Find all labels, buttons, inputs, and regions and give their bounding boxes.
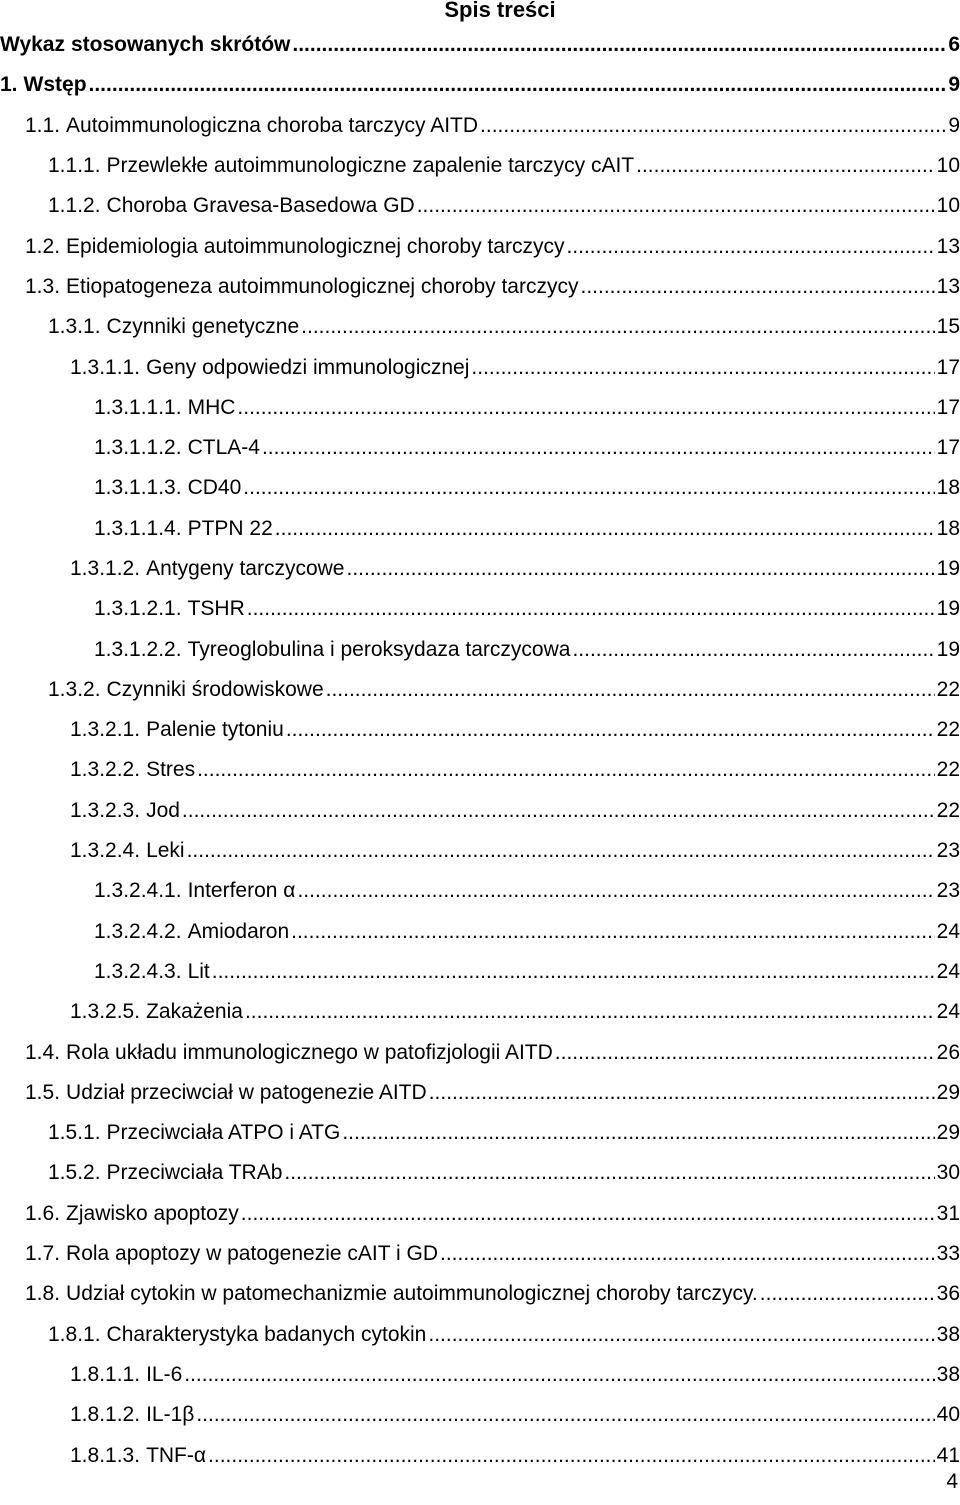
toc-entry[interactable] <box>0 65 960 105</box>
toc-entry[interactable] <box>0 146 960 186</box>
toc-entry-number: 1.8. <box>25 1282 61 1306</box>
toc-dot-leader <box>197 758 935 782</box>
toc-entry-label: Rola układu immunologicznego w patofizjologii AITD <box>66 1040 553 1064</box>
toc-dot-leader <box>580 275 934 299</box>
toc-dot-leader <box>566 235 934 259</box>
toc-entry-page: 36 <box>936 1282 960 1306</box>
toc-entry-number: 1.2. <box>25 234 61 258</box>
toc-entry-page: 22 <box>936 798 960 822</box>
toc-entry-label: MHC <box>187 395 236 419</box>
toc-dot-leader <box>417 194 935 218</box>
toc-dot-leader <box>243 476 934 500</box>
toc-entry-number: 1.3.1.1.2. <box>94 436 182 460</box>
toc-entry[interactable] <box>0 307 960 347</box>
toc-entry-number: 1.3.1.2. <box>70 557 141 580</box>
toc-entry[interactable] <box>0 1153 960 1193</box>
toc-entry-number: 1.3.2.4. <box>70 839 141 863</box>
toc-entry-number: 1.3.2.4.3. <box>94 959 182 983</box>
toc-dot-leader <box>297 879 934 903</box>
toc-entry-number: 1.3.2.2. <box>70 758 141 782</box>
toc-entry-number: 1.5. <box>25 1080 61 1104</box>
toc-entry-page: 31 <box>936 1201 960 1225</box>
toc-entry-page: 23 <box>936 879 960 903</box>
toc-entry-number: 1.4. <box>25 1040 61 1064</box>
toc-entry-label: CD40 <box>187 476 242 500</box>
toc-entry-number: 1.3.1.1.4. <box>94 516 182 540</box>
toc-dot-leader <box>347 557 935 581</box>
toc-entry-number: 1.3.1.1.1. <box>94 395 182 419</box>
toc-dot-leader <box>326 678 935 702</box>
toc-entry-page: 29 <box>936 1080 960 1104</box>
toc-entry[interactable] <box>0 1032 960 1072</box>
toc-entry-page: 18 <box>936 516 960 540</box>
toc-entry-page: 33 <box>936 1242 960 1266</box>
toc-dot-leader <box>196 1403 934 1427</box>
toc-entry-label: Udział przeciwciał w patogenezie AITD <box>66 1080 427 1104</box>
toc-entry-label: TNF-α <box>146 1443 207 1467</box>
toc-entry[interactable] <box>0 871 960 911</box>
toc-entry-page: 30 <box>936 1161 960 1185</box>
toc-entry-label: Tyreoglobulina i peroksydaza tarczycowa <box>187 637 571 661</box>
toc-dot-leader <box>480 114 946 138</box>
toc-entry[interactable] <box>0 25 960 65</box>
toc-entry-page: 10 <box>936 154 960 178</box>
toc-dot-leader <box>291 920 935 944</box>
toc-entry-page: 29 <box>936 1121 960 1145</box>
toc-entry-page: 41 <box>936 1443 960 1467</box>
toc-entry-number: 1.5.2. <box>48 1161 101 1185</box>
toc-entry-page: 18 <box>936 476 960 500</box>
toc-entry-number: 1. <box>0 73 18 97</box>
toc-entry-label: Lit <box>187 959 210 983</box>
toc-entry[interactable] <box>0 509 960 549</box>
toc-entry[interactable] <box>0 1234 960 1274</box>
toc-dot-leader <box>301 315 934 339</box>
toc-title: Spis treści <box>444 0 556 22</box>
toc-entry-label: Jod <box>146 798 180 822</box>
toc-entry-label: IL-6 <box>146 1362 183 1386</box>
toc-entry-label: Wstęp <box>23 73 87 97</box>
toc-dot-leader <box>212 960 935 984</box>
toc-entry-number: 1.8.1.2. <box>70 1403 141 1427</box>
toc-entry-page: 22 <box>936 718 960 742</box>
toc-entry-number: 1.8.1.3. <box>70 1443 141 1467</box>
toc-entry-page: 24 <box>936 919 960 943</box>
toc-entry-page: 22 <box>936 677 960 701</box>
toc-entry[interactable] <box>0 226 960 266</box>
toc-entry[interactable] <box>0 912 960 952</box>
toc-entry-label: IL-1β <box>146 1403 195 1427</box>
toc-entry[interactable] <box>0 629 960 669</box>
toc-entry-label: Autoimmunologiczna choroba tarczycy AITD <box>66 113 479 137</box>
toc-entry[interactable] <box>0 347 960 387</box>
toc-entry-number: 1.3.1.1.3. <box>94 476 182 500</box>
toc-entry[interactable] <box>0 1274 960 1314</box>
toc-entry-page: 22 <box>936 758 960 782</box>
toc-dot-leader <box>572 638 934 662</box>
toc-entry-number: 1.1.2. <box>48 194 101 218</box>
toc-entry-number: 1.3.2.4.1. <box>94 879 182 903</box>
toc-entry-number: 1.3.2.1. <box>70 718 141 742</box>
toc-entry-number: 1.6. <box>25 1201 61 1225</box>
toc-dot-leader <box>292 33 946 57</box>
toc-entry-page: 6 <box>948 33 960 57</box>
toc-entry-label: Epidemiologia autoimmunologicznej choroby tarczycy <box>66 234 565 258</box>
toc-dot-leader <box>636 154 935 178</box>
toc-entry-label: Charakterystyka badanych cytokin <box>106 1322 427 1346</box>
toc-entry-page: 13 <box>936 274 960 298</box>
toc-entry-label: Przewlekłe autoimmunologiczne zapalenie tarczycy cAIT <box>106 154 635 178</box>
toc-entry-label: Udział cytokin w patomechanizmie autoimmunologicznej choroby tarczycy. <box>66 1282 758 1306</box>
toc-entry-label: Przeciwciała TRAb <box>106 1161 283 1185</box>
toc-dot-leader <box>262 436 935 460</box>
toc-dot-leader <box>275 517 935 541</box>
toc-entry-page: 23 <box>936 839 960 863</box>
toc-entry-page: 26 <box>936 1040 960 1064</box>
toc-entry-page: 19 <box>936 597 960 621</box>
toc-dot-leader <box>428 1323 934 1347</box>
toc-entry-label: stosowanych skrótów <box>70 33 291 57</box>
toc-entry-page: 38 <box>936 1362 960 1386</box>
toc-entry-label: Choroba Gravesa-Basedowa GD <box>106 194 415 218</box>
toc-entry-label: Stres <box>146 758 196 782</box>
toc-entry-number: 1.3.1. <box>48 315 101 339</box>
toc-entry[interactable] <box>0 106 960 146</box>
toc-dot-leader <box>471 356 934 380</box>
toc-entry[interactable] <box>0 791 960 831</box>
toc-entry[interactable] <box>0 549 960 589</box>
toc-entry-number: 1.3.2.3. <box>70 798 141 822</box>
toc-entry-label: Antygeny tarczycowe <box>146 557 345 580</box>
toc-entry-number: 1.5.1. <box>48 1121 101 1145</box>
toc-entry[interactable] <box>0 831 960 871</box>
toc-entry-label: Przeciwciała ATPO i ATG <box>106 1121 341 1145</box>
toc-entry-label: Czynniki środowiskowe <box>106 677 324 701</box>
toc-dot-leader <box>245 1000 935 1024</box>
toc-dot-leader <box>440 1242 935 1266</box>
toc-entry-number: 1.3. <box>25 274 61 298</box>
toc-entry[interactable] <box>0 710 960 750</box>
toc-entry[interactable] <box>0 1395 960 1435</box>
toc-entry-label: Geny odpowiedzi immunologicznej <box>146 355 470 379</box>
toc-entry[interactable] <box>0 1435 960 1475</box>
toc-entry-page: 17 <box>936 436 960 460</box>
toc-entry-label: Leki <box>146 839 185 863</box>
toc-entry-number: 1.8.1.1. <box>70 1362 141 1386</box>
toc-entry-number: 1.8.1. <box>48 1322 101 1346</box>
toc-entry-number: 1.3.2.4.2. <box>94 919 182 943</box>
toc-entry-label: Rola apoptozy w patogenezie cAIT i GD <box>66 1242 439 1266</box>
toc-entry-number: 1.3.1.2.1. <box>94 597 182 621</box>
toc-entry[interactable] <box>0 267 960 307</box>
page-number: 4 <box>946 1470 958 1493</box>
toc-entry-number: 1.3.2. <box>48 677 101 701</box>
toc-entry-page: 9 <box>948 73 960 97</box>
toc-entry[interactable] <box>0 1355 960 1395</box>
toc-entry-page: 38 <box>936 1322 960 1346</box>
toc-entry[interactable] <box>0 952 960 992</box>
toc-entry[interactable] <box>0 589 960 629</box>
toc-entry-number: 1.1. <box>25 113 61 137</box>
toc-dot-leader <box>284 1161 934 1185</box>
toc-entry-page: 19 <box>936 637 960 661</box>
toc-entry-page: 40 <box>936 1403 960 1427</box>
toc-entry[interactable] <box>0 468 960 508</box>
toc-entry-label: Interferon α <box>187 879 296 903</box>
toc-entry[interactable] <box>0 428 960 468</box>
toc-dot-leader <box>555 1041 935 1065</box>
toc-dot-leader <box>342 1121 934 1145</box>
toc-entry-number: 1.1.1. <box>48 154 101 178</box>
toc-entry[interactable] <box>0 750 960 790</box>
toc-entry-page: 10 <box>936 194 960 218</box>
toc-entry-label: PTPN 22 <box>187 516 273 540</box>
toc-entry-label: CTLA-4 <box>187 436 260 460</box>
toc-entry-label: Czynniki genetyczne <box>106 315 300 339</box>
toc-dot-leader <box>241 1202 935 1226</box>
toc-entry-number: 1.7. <box>25 1242 61 1266</box>
toc-entry[interactable] <box>0 670 960 710</box>
toc-entry-label: Zjawisko apoptozy <box>66 1201 239 1225</box>
toc-entry-number: 1.3.1.1. <box>70 355 141 379</box>
toc-entry-page: 13 <box>936 234 960 258</box>
toc-entry-label: Amiodaron <box>187 919 290 943</box>
toc-entry[interactable] <box>0 1194 960 1234</box>
toc-entry-page: 9 <box>948 113 960 137</box>
toc-entry-label: TSHR <box>187 597 245 621</box>
toc-entry-page: 19 <box>936 557 960 580</box>
toc-entry[interactable] <box>0 186 960 226</box>
toc-entry-page: 24 <box>936 1000 960 1024</box>
toc-entry-label: Zakażenia <box>146 1000 243 1024</box>
toc-dot-leader <box>247 597 935 621</box>
toc-dot-leader <box>182 799 935 823</box>
toc-entry-page: 15 <box>936 315 960 339</box>
toc-entry-number: 1.3.1.2.2. <box>94 637 182 661</box>
toc-dot-leader <box>237 396 934 420</box>
toc-entry-label: Etiopatogeneza autoimmunologicznej choroby tarczycy <box>66 274 579 298</box>
toc-entry[interactable] <box>0 1315 960 1355</box>
toc-entry-page: 17 <box>936 355 960 379</box>
toc-dot-leader <box>184 1363 934 1387</box>
toc-entry[interactable] <box>0 1113 960 1153</box>
toc-dot-leader <box>187 839 935 863</box>
toc-entry[interactable] <box>0 992 960 1032</box>
toc-dot-leader <box>89 73 947 97</box>
toc-entry-page: 24 <box>936 959 960 983</box>
toc-entry-label: Palenie tytoniu <box>146 718 284 742</box>
toc-dot-leader <box>760 1282 935 1306</box>
toc-dot-leader <box>429 1081 935 1105</box>
toc-entry-number: 1.3.2.5. <box>70 1000 141 1024</box>
toc-entry[interactable] <box>0 388 960 428</box>
table-of-contents <box>0 25 960 1476</box>
toc-dot-leader <box>286 718 935 742</box>
toc-entry-page: 17 <box>936 395 960 419</box>
toc-dot-leader <box>208 1444 935 1468</box>
toc-entry[interactable] <box>0 1073 960 1113</box>
toc-entry-number: Wykaz <box>0 33 65 57</box>
